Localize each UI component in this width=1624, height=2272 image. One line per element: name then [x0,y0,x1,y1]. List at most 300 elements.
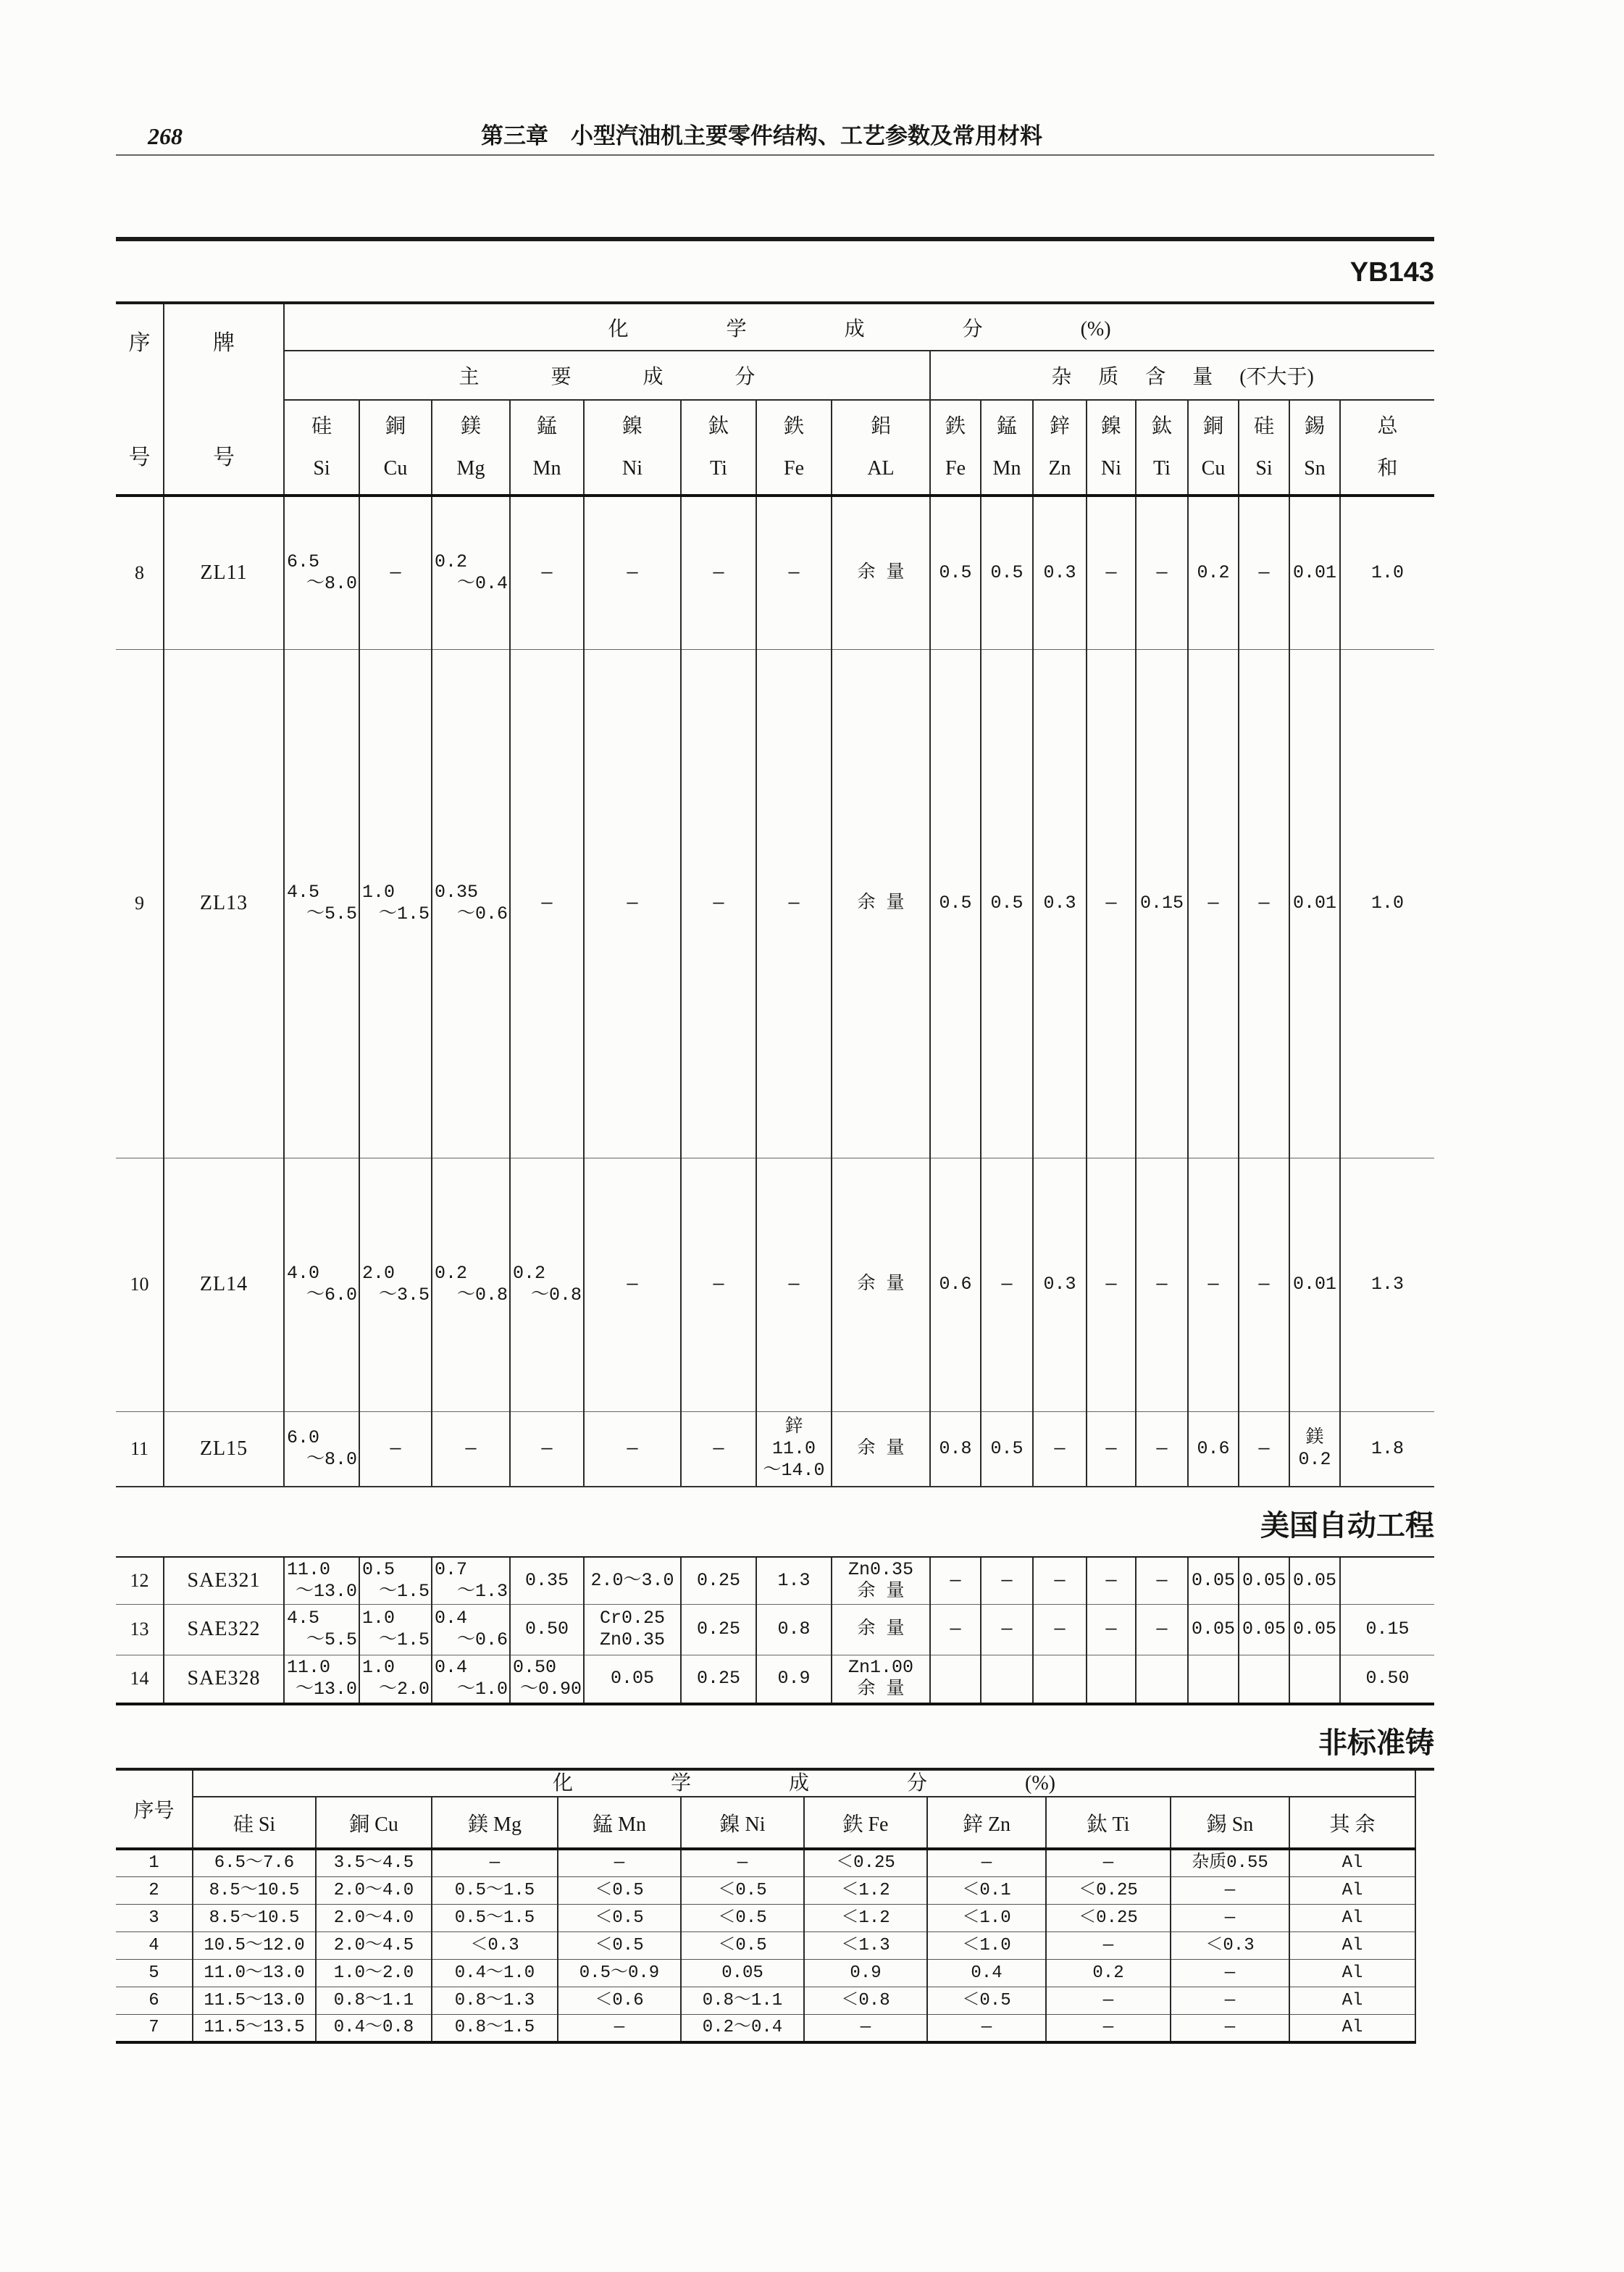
composition-value: 11.0～13.0 [193,1960,316,1987]
value-line: — [627,893,638,914]
composition-value [359,1655,432,1704]
value-line: 0.5 [939,561,972,583]
composition-value [930,1158,981,1411]
value-line: — [1207,893,1219,914]
value-line: 0.3 [1043,1274,1076,1295]
value-line: 0.01 [1292,893,1336,914]
value-line: 0.50 [524,1619,569,1640]
composition-value: ＜1.2 [804,1905,927,1932]
value-line: 0.4 [435,1657,468,1679]
value-line: 0.2 [435,551,468,572]
element-column-header [981,400,1033,496]
value-line: 0.35 [435,882,479,903]
value-line: Zn1.00 [847,1657,913,1679]
alloy-row [116,1932,1415,1960]
composition-value: 杂质0.55 [1171,1849,1289,1877]
value-line: ～5.5 [306,1629,357,1650]
composition-value [981,1655,1033,1704]
row-number: 8 [116,496,164,649]
element-name: 錫 [1304,414,1325,438]
grade-header-stack [164,304,283,494]
composition-value: ＜0.6 [558,1987,681,2015]
element-symbol: AL [867,456,895,480]
composition-value: — [1171,1877,1289,1905]
row-number: 4 [116,1932,193,1960]
composition-value: — [1171,1960,1289,1987]
composition-value: 0.05 [681,1960,804,1987]
composition-value [681,1558,756,1604]
row-number: 3 [116,1905,193,1932]
composition-value: — [558,1849,681,1877]
composition-value [1033,1604,1087,1655]
row-number: 9 [116,649,164,1158]
value-line: ～0.90 [519,1679,582,1700]
value-line: — [541,561,553,583]
element-column-header [584,400,681,496]
alloy-grade: ZL13 [164,649,284,1158]
alloy-row [116,1960,1415,1987]
value-line: ～0.8 [456,1285,508,1306]
value-line: 0.8 [777,1619,811,1640]
value-line: 0.5 [990,1437,1024,1459]
composition-value [359,1558,432,1604]
composition-value: 0.9 [804,1960,927,1987]
value-line: 0.2 [435,1263,468,1284]
sae-alloy-table [116,1558,1434,1705]
composition-value: ＜0.5 [558,1877,681,1905]
value-line: — [390,561,401,583]
seq-header-top: 序 [128,331,151,355]
table1-body [116,496,1434,1487]
value-line: — [541,893,553,914]
value-line: 0.50 [1365,1668,1410,1690]
composition-value: ＜0.25 [1046,1877,1171,1905]
composition-value [1239,1604,1289,1655]
composition-value: Al [1289,1932,1415,1960]
composition-value [1289,496,1340,649]
element-column-header [832,400,930,496]
element-column-header [1340,400,1434,496]
element-column-header [1289,400,1340,496]
composition-header: 化 学 成 分 (%) [193,1771,1415,1797]
element-column-header: 鋅 Zn [927,1797,1046,1849]
composition-value [1033,1655,1087,1704]
value-line: 0.2 [1197,561,1230,583]
composition-value: 2.0～4.0 [316,1877,432,1905]
composition-value [584,1655,681,1704]
value-line: Cr0.25 [599,1608,665,1629]
composition-value: — [927,1849,1046,1877]
value-line: — [950,1619,961,1640]
alloy-grade: SAE321 [164,1558,284,1604]
composition-value: 0.4～0.8 [316,2015,432,2043]
composition-value [981,1158,1033,1411]
composition-value [1087,496,1136,649]
composition-value [284,1411,359,1487]
composition-value [1033,1558,1087,1604]
composition-value [359,496,432,649]
element-name: 鋅 [1049,414,1070,438]
value-line: ～0.4 [456,572,508,594]
value-line: — [465,1437,477,1459]
value-line: ～13.0 [295,1580,357,1602]
composition-value [832,1604,930,1655]
value-line: 1.0 [1371,561,1405,583]
value-line: — [788,1274,800,1295]
composition-value: 8.5～10.5 [193,1905,316,1932]
value-line: 余 量 [857,1437,905,1459]
value-line: 0.9 [777,1668,811,1690]
value-line: 0.15 [1365,1619,1410,1640]
value-line: 0.6 [939,1274,972,1295]
composition-value: — [1046,1932,1171,1960]
row-number: 2 [116,1877,193,1905]
value-line: 0.2 [1298,1448,1331,1470]
composition-value [832,496,930,649]
element-column-header [1033,400,1087,496]
seq-header: 序号 [116,1771,193,1849]
composition-value [756,1655,832,1704]
row-number: 7 [116,2015,193,2043]
value-line: ～1.3 [456,1580,508,1602]
value-line: 0.05 [1292,1619,1336,1640]
value-line: 1.8 [1371,1437,1405,1459]
composition-value [1087,1558,1136,1604]
composition-value: — [1171,1987,1289,2015]
composition-value [1136,1655,1188,1704]
composition-value [981,496,1033,649]
element-column-header [1087,400,1136,496]
alloy-row [116,1604,1434,1655]
composition-header: 化 学 成 分 (%) [284,304,1434,351]
composition-value: ＜0.3 [1171,1932,1289,1960]
composition-value [1136,496,1188,649]
element-header-row [116,1797,1415,1849]
value-line: ～1.5 [378,1629,430,1650]
value-line: — [788,561,800,583]
composition-value [432,1655,510,1704]
composition-value [510,1411,584,1487]
composition-value [981,649,1033,1158]
composition-value: ＜0.5 [681,1877,804,1905]
composition-value [1136,1158,1188,1411]
composition-value [832,1558,930,1604]
composition-value [1136,1558,1188,1604]
value-line: — [1105,1437,1117,1459]
value-line: 2.0～3.0 [590,1569,674,1591]
row-number: 12 [116,1558,164,1604]
composition-value [1033,1411,1087,1487]
value-line: 0.25 [696,1619,740,1640]
alloy-grade: ZL14 [164,1158,284,1411]
value-line: — [1105,1274,1117,1295]
element-name: 錳 [536,414,557,438]
element-symbol: Ni [622,456,643,480]
element-name: 鎳 [621,414,643,438]
alloy-row [116,1849,1415,1877]
composition-value: 0.5～1.5 [432,1877,558,1905]
composition-value [981,1411,1033,1487]
composition-value [1188,1558,1239,1604]
composition-value: ＜0.5 [927,1987,1046,2015]
composition-value [1239,496,1289,649]
composition-value [510,1558,584,1604]
element-symbol: Si [1255,456,1273,480]
table2-body [116,1849,1415,2042]
alloy-grade: ZL11 [164,496,284,649]
value-line: — [1258,561,1270,583]
value-line: 0.05 [1191,1619,1235,1640]
page-number: 268 [148,123,183,149]
value-line: 0.5 [362,1558,395,1580]
value-line: — [1207,1274,1219,1295]
element-symbol: Cu [1201,456,1226,480]
value-line: — [788,893,800,914]
value-line: — [1258,1274,1270,1295]
value-line: 鋅 [784,1416,803,1437]
composition-value [681,1655,756,1704]
value-line: 4.5 [287,882,320,903]
composition-value: Al [1289,1960,1415,1987]
composition-value [359,649,432,1158]
composition-value [1087,1604,1136,1655]
composition-value: — [1171,1905,1289,1932]
value-line: 0.05 [1242,1569,1286,1591]
value-line: 4.0 [287,1263,320,1284]
composition-value: ＜0.5 [681,1932,804,1960]
composition-value: ＜0.5 [558,1905,681,1932]
composition-value [832,649,930,1158]
alloy-row [116,1158,1434,1411]
composition-value: Al [1289,1905,1415,1932]
composition-value [284,1604,359,1655]
element-column-header: 錫 Sn [1171,1797,1289,1849]
value-line: — [541,1437,553,1459]
value-line: 1.0 [1371,893,1405,914]
composition-value [1340,1655,1434,1704]
value-line: — [1156,1619,1168,1640]
value-line: — [950,1569,961,1591]
value-line: 4.5 [287,1608,320,1629]
alloy-row [116,2015,1415,2043]
composition-value: 0.2 [1046,1960,1171,1987]
value-line: 余 量 [857,1274,905,1295]
value-line: ～0.6 [456,1629,508,1650]
composition-value [432,1158,510,1411]
composition-value [832,1411,930,1487]
composition-value [1289,649,1340,1158]
composition-value [1136,1411,1188,1487]
value-line: — [1001,1619,1013,1640]
composition-value: Al [1289,2015,1415,2043]
alloy-grade: ZL15 [164,1411,284,1487]
composition-value [930,1604,981,1655]
composition-value: — [804,2015,927,2043]
grade-header [164,304,284,496]
composition-value [756,496,832,649]
composition-value: 11.5～13.5 [193,2015,316,2043]
value-line: Zn0.35 [599,1629,665,1650]
alloy-row [116,496,1434,649]
composition-value [1340,496,1434,649]
element-symbol: 和 [1377,456,1398,480]
composition-value: 1.0～2.0 [316,1960,432,1987]
alloy-row [116,1558,1434,1604]
element-symbol: Ti [710,456,727,480]
composition-value [1239,649,1289,1158]
composition-value [930,496,981,649]
value-line: — [1001,1274,1013,1295]
value-line: — [1105,1569,1117,1591]
value-line: — [1258,893,1270,914]
composition-value [1188,1604,1239,1655]
composition-value [359,1158,432,1411]
value-line: — [1105,1619,1117,1640]
composition-value [756,649,832,1158]
composition-value: ＜1.0 [927,1905,1046,1932]
composition-value [1340,1558,1434,1604]
composition-value [1239,1411,1289,1487]
value-line: 0.8 [939,1437,972,1459]
composition-value [1087,649,1136,1158]
composition-value: 2.0～4.0 [316,1905,432,1932]
sae-table-body [116,1558,1434,1704]
value-line: 0.5 [990,561,1024,583]
composition-value [930,1655,981,1704]
value-line: 0.2 [513,1263,546,1284]
composition-value [1188,649,1239,1158]
composition-value: — [558,2015,681,2043]
element-name: 总 [1377,414,1398,438]
element-symbol: Ti [1153,456,1171,480]
composition-value: ＜0.25 [1046,1905,1171,1932]
value-line: 0.01 [1292,561,1336,583]
alloy-row [116,1877,1415,1905]
composition-value: 0.8～1.3 [432,1987,558,2015]
element-column-header: 鎳 Ni [681,1797,804,1849]
value-line: 0.05 [1191,1569,1235,1591]
element-symbol: Fe [784,456,804,480]
value-line: 11.0 [287,1657,331,1679]
value-line: 余 量 [857,893,905,914]
composition-value [1289,1655,1340,1704]
alloy-row [116,1905,1415,1932]
value-line: — [390,1437,401,1459]
composition-value [1033,1158,1087,1411]
value-line: 余 量 [857,1619,905,1640]
composition-value [1289,1604,1340,1655]
row-number: 11 [116,1411,164,1487]
value-line: — [1054,1437,1066,1459]
value-line: 0.50 [513,1657,557,1679]
value-line: 0.05 [610,1668,654,1690]
value-line: 1.3 [777,1569,811,1591]
element-column-header [284,400,359,496]
value-line: — [713,893,724,914]
value-line: — [713,1437,724,1459]
composition-value [284,1655,359,1704]
value-line: 1.3 [1371,1274,1405,1295]
value-line: 余 量 [857,1679,905,1700]
element-name: 鉄 [945,414,966,438]
nonstandard-section-label: 非标准铸 [1318,1727,1434,1759]
composition-value [432,649,510,1158]
alloy-grade: SAE322 [164,1604,284,1655]
composition-value [284,496,359,649]
value-line: 1.0 [362,1608,395,1629]
composition-value: 0.8～1.1 [681,1987,804,2015]
composition-value: Al [1289,1849,1415,1877]
element-column-header [432,400,510,496]
composition-value: ＜0.5 [681,1905,804,1932]
element-column-header [681,400,756,496]
composition-value: ＜0.5 [558,1932,681,1960]
element-column-header: 鉄 Fe [804,1797,927,1849]
composition-value: 8.5～10.5 [193,1877,316,1905]
row-number: 6 [116,1987,193,2015]
composition-value: ＜0.1 [927,1877,1046,1905]
value-line: 0.7 [435,1558,468,1580]
value-line: 1.0 [362,1657,395,1679]
element-column-header: 鎂 Mg [432,1797,558,1849]
composition-value: ＜0.8 [804,1987,927,2015]
composition-value: — [1046,1987,1171,2015]
value-line: — [1105,561,1117,583]
composition-value [1239,1158,1289,1411]
composition-value [584,1604,681,1655]
value-line: 2.0 [362,1263,395,1284]
composition-value [756,1558,832,1604]
composition-value: — [432,1849,558,1877]
value-line: 0.5 [939,893,972,914]
value-line: 0.01 [1292,1274,1336,1295]
composition-value [756,1604,832,1655]
composition-value: ＜0.25 [804,1849,927,1877]
composition-value [1087,1411,1136,1487]
value-line: 6.5 [287,551,320,572]
value-line: ～13.0 [295,1679,357,1700]
composition-value: ＜1.2 [804,1877,927,1905]
value-line: ～6.0 [306,1285,357,1306]
value-line: 11.0 [771,1437,816,1459]
value-line: — [627,1437,638,1459]
composition-value [1087,1158,1136,1411]
grade-header-bottom: 号 [213,446,235,469]
row-number: 14 [116,1655,164,1704]
value-line: 鎂 [1305,1427,1324,1448]
alloy-grade: SAE328 [164,1655,284,1704]
value-line: ～14.0 [763,1459,825,1481]
composition-value [1087,1655,1136,1704]
element-name: 鉄 [783,414,804,438]
value-line: ～8.0 [306,1448,357,1470]
element-column-header [359,400,432,496]
composition-value: 6.5～7.6 [193,1849,316,1877]
value-line: 0.25 [696,1668,740,1690]
composition-value [756,1158,832,1411]
element-symbol: Sn [1304,456,1326,480]
composition-value: 0.4 [927,1960,1046,1987]
element-name: 鎳 [1100,414,1121,438]
composition-value [1340,1604,1434,1655]
composition-value: 0.4～1.0 [432,1960,558,1987]
value-line: 0.25 [696,1569,740,1591]
value-line: 6.0 [287,1427,320,1448]
composition-value [981,1604,1033,1655]
composition-value [1136,649,1188,1158]
composition-value [1289,1558,1340,1604]
composition-value [510,1655,584,1704]
